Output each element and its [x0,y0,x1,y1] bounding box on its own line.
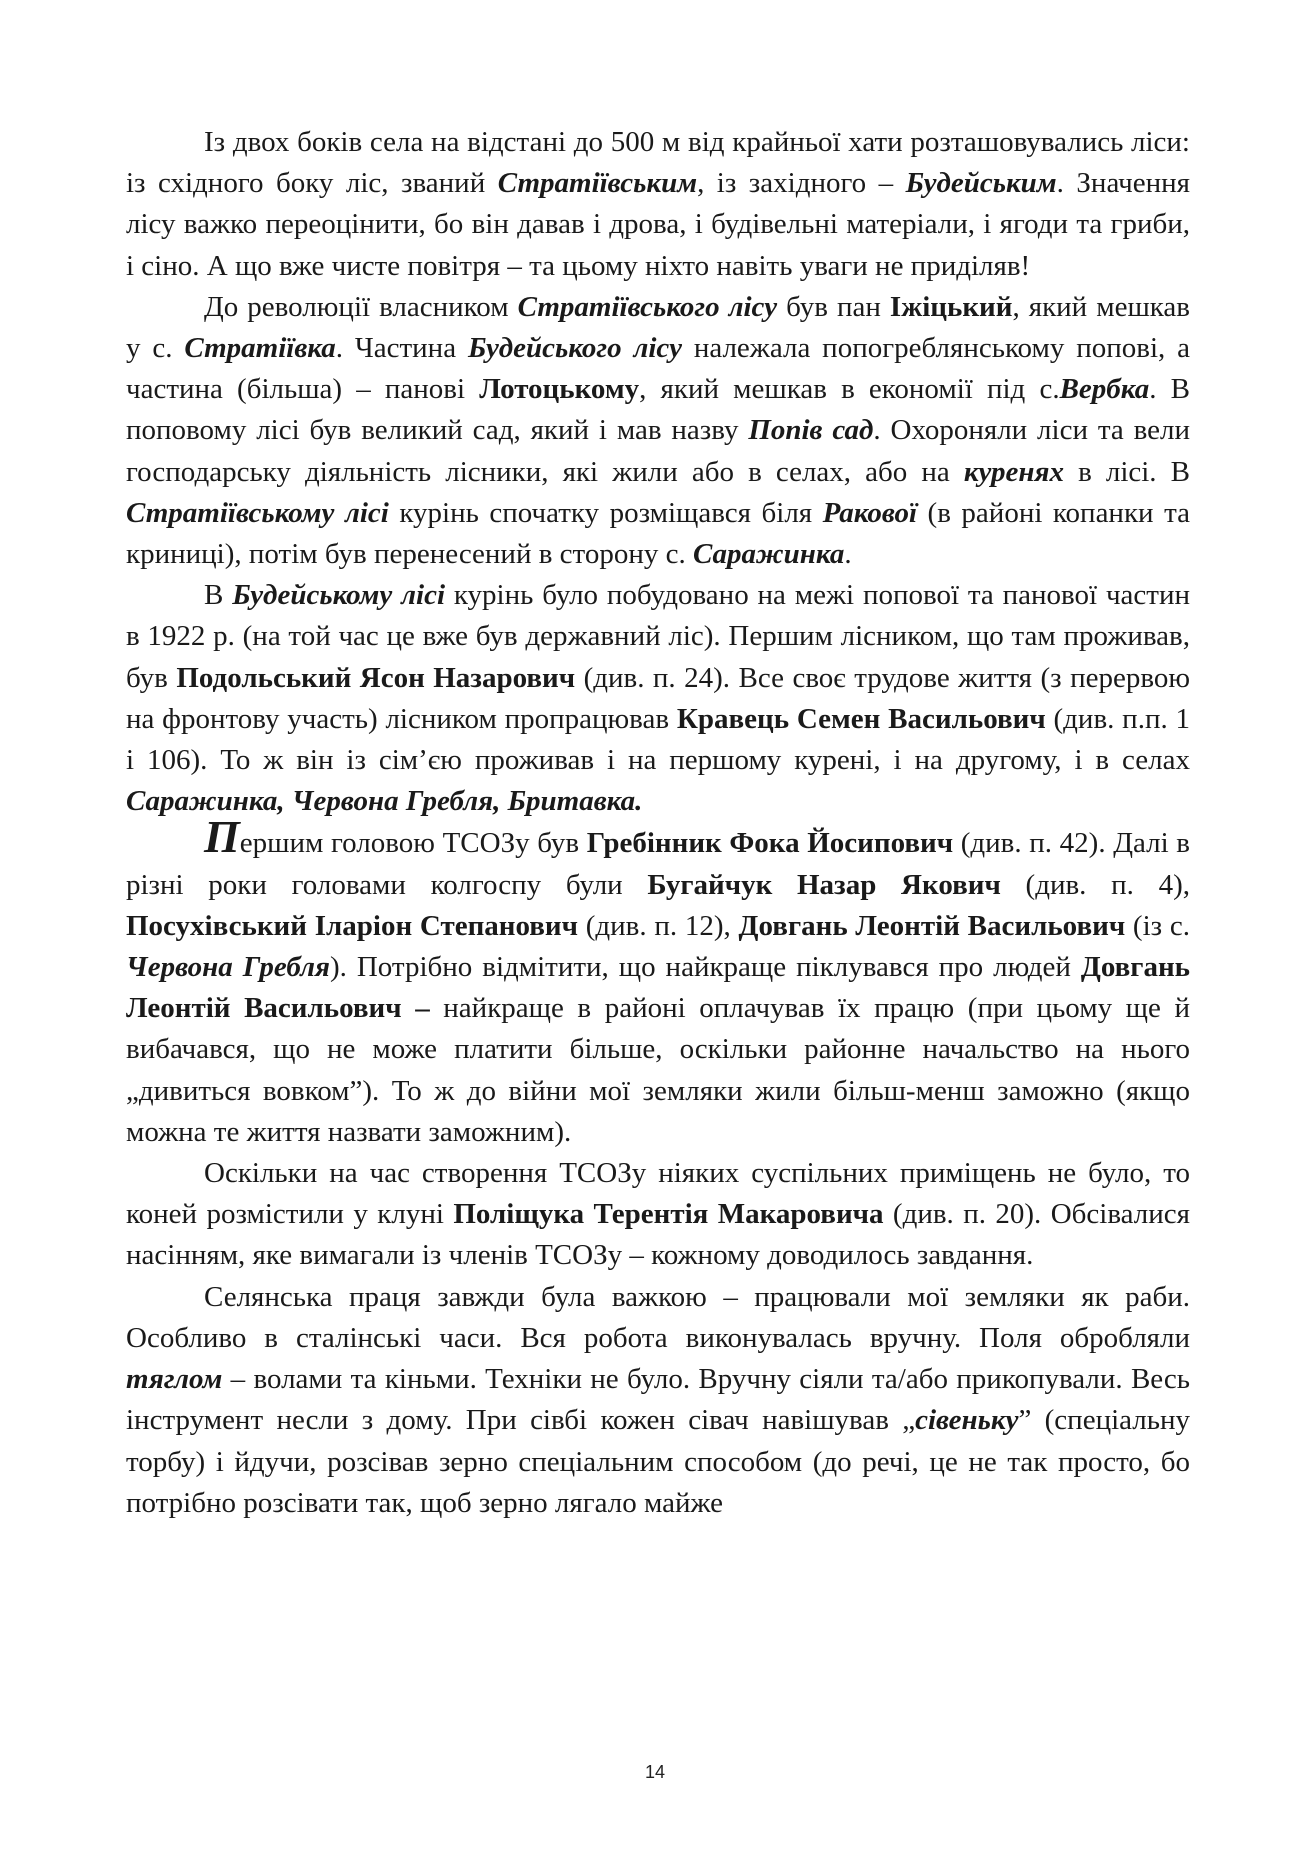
text-run: курінь спочатку розміщався біля [388,496,823,529]
text-run: (див. п. 42). Далі в різні роки головами колгоспу були [126,827,1190,901]
text-run: ). Потрібно відмітити, що найкраще піклувався про людей [329,951,1081,984]
text-run: . [844,538,852,571]
bold-italic-text-inner: Попів сад [748,414,874,447]
bold-italic-text-inner: Саражинка, Червона Гребля, Бритавка. [126,785,643,818]
bold-italic-text [693,538,844,570]
paragraph [126,575,1190,822]
paragraph [126,1153,1190,1277]
text-run: (див. п. 12), [578,909,739,942]
bold-italic-text-inner: Будейського лісу [467,332,682,365]
body-text [126,122,1190,1524]
text-run: . Частина [335,332,468,365]
bold-italic-text [906,167,1057,199]
bold-italic-text-inner: Стратіївським [497,167,698,200]
bold-italic-text [915,1404,1018,1436]
bold-text: Іжіцький [889,290,1013,323]
bold-italic-text-inner: Стратіївському лісі [126,496,389,529]
text-run: До революції власником [204,290,518,323]
paragraph [126,122,1190,287]
bold-text: Довгань Леонтій Васильович [738,909,1126,942]
bold-text: Посухівський Іларіон Степанович [126,909,578,942]
text-run: Селянська праця завжди була важкою – працювали мої земляки як раби. Особливо в сталінські часи. Вся робота виконувалась вручну. Поля обробляли [126,1280,1190,1354]
bold-italic-text [126,951,330,983]
text-run: (в районі копанки та криниці), потім був перенесений в сторону с. [126,496,1190,571]
page-number: 14 [644,1762,666,1782]
text-run: належала попогреблянському попові, а частина (більша) – панові [126,332,1190,406]
bold-italic-text-inner: куренях [963,455,1064,488]
text-run: В [204,579,233,612]
text-run: (див. п. 20). Обсівалися насінням, яке вимагали із членів ТСОЗу – кожному доводилось завдання. [126,1198,1190,1272]
text-run: Оскільки на час створення ТСОЗу ніяких суспільних приміщень не було, то коней розмістили у клуні [126,1157,1190,1231]
text-run: (див. п. 24). Все своє трудове життя (з перервою на фронтову участь) лісником пропрацював [126,661,1191,735]
text-run: – волами та кіньми. Техніки не було. Вручну сіяли та/або прикопували. Весь інструмент несли з дому. При сівбі кожен сівач навішував „ [126,1363,1190,1437]
bold-italic-text [126,497,389,529]
text-run: . Значення лісу важко переоцінити, бо він давав і дрова, і будівельні матеріали, і ягоди та гриби, і сіно. А що вже чисте повітря – та цьому ніхто навіть уваги не приділяв! [126,167,1190,282]
bold-italic-text [184,332,335,364]
bold-text: Гребінник Фока Йосипович [586,827,954,860]
bold-italic-text [964,456,1064,488]
bold-text: Лотоцькому [479,373,640,406]
text-run: , який мешкав у с. [126,290,1190,365]
text-run: Із двох боків села на відстані до 500 м від крайньої хати розташовувались ліси: із східного боку ліс, званий [126,126,1190,200]
text-run: , який мешкав в економії під с. [639,373,1060,406]
bold-italic-text [823,497,917,529]
bold-italic-text-inner: Стратіївка [184,332,336,365]
bold-italic-text [518,291,778,323]
bold-italic-text-inner: Будейським [905,167,1057,200]
text-run: . Охороняли ліси та вели господарську діяльність лісники, які жили або в селах, або на [126,414,1190,488]
text-run: був пан [777,290,890,323]
bold-text: Кравець Семен Васильович [676,702,1046,735]
paragraph [126,287,1190,575]
bold-italic-text [748,414,873,446]
bold-italic-text-inner: Стратіївського лісу [517,290,778,323]
bold-italic-text-inner: Будейському лісі [232,579,446,612]
text-run: ершим головою ТСОЗу був [239,827,587,860]
bold-text: Подольський Ясон Назарович [176,661,576,694]
bold-italic-text [1060,373,1150,405]
bold-italic-text-inner: Ракової [822,496,918,529]
bold-italic-text-inner: Саражинка [692,538,845,571]
bold-italic-text [498,167,697,199]
bold-italic-text-inner: сівеньку [915,1404,1019,1437]
drop-cap: П [204,811,240,863]
bold-text: Поліщука Терентія Макаровича [453,1198,884,1231]
text-run: . В поповому лісі був великий сад, який і мав назву [126,373,1190,447]
text-run: , із західного – [697,167,906,200]
bold-italic-text-inner: Вербка [1059,373,1150,406]
bold-italic-text-inner: Червона Гребля [126,951,330,984]
bold-italic-text [232,579,445,611]
paragraph [126,1277,1190,1524]
text-run: найкраще в районі оплачував їх працю (при цьому ще й вибачався, що не може платити більше, оскільки районне начальство на нього „дивиться вовком”). То ж до війни мої земляки жили більш-менш заможно (якщо можна те життя назвати заможним). [126,992,1190,1148]
bold-text: Довгань Леонтій Васильович – [126,951,1190,1025]
text-run: (див. п. 4), [1000,868,1190,901]
bold-italic-text-inner: тяглом [126,1363,223,1396]
text-run: (див. п.п. 1 і 106). То ж він із сім’єю проживав і на першому курені, і на другому, і в селах [126,702,1190,777]
bold-text: Бугайчук Назар Якович [647,868,1001,901]
text-run: в лісі. В [1063,455,1190,488]
bold-italic-text [126,1363,222,1395]
bold-italic-text [468,332,682,364]
text-run: ” (спеціальну торбу) і йдучи, розсівав зерно спеціальним способом (до речі, це не так просто, бо потрібно розсівати так, щоб зерно лягало майже [126,1404,1190,1519]
paragraph [126,811,1190,1153]
text-run: (із с. [1125,909,1190,942]
text-run: курінь було побудовано на межі попової та панової частин в 1922 р. (на той час це вже був державний ліс). Першим лісником, що там проживав, був [126,579,1190,694]
